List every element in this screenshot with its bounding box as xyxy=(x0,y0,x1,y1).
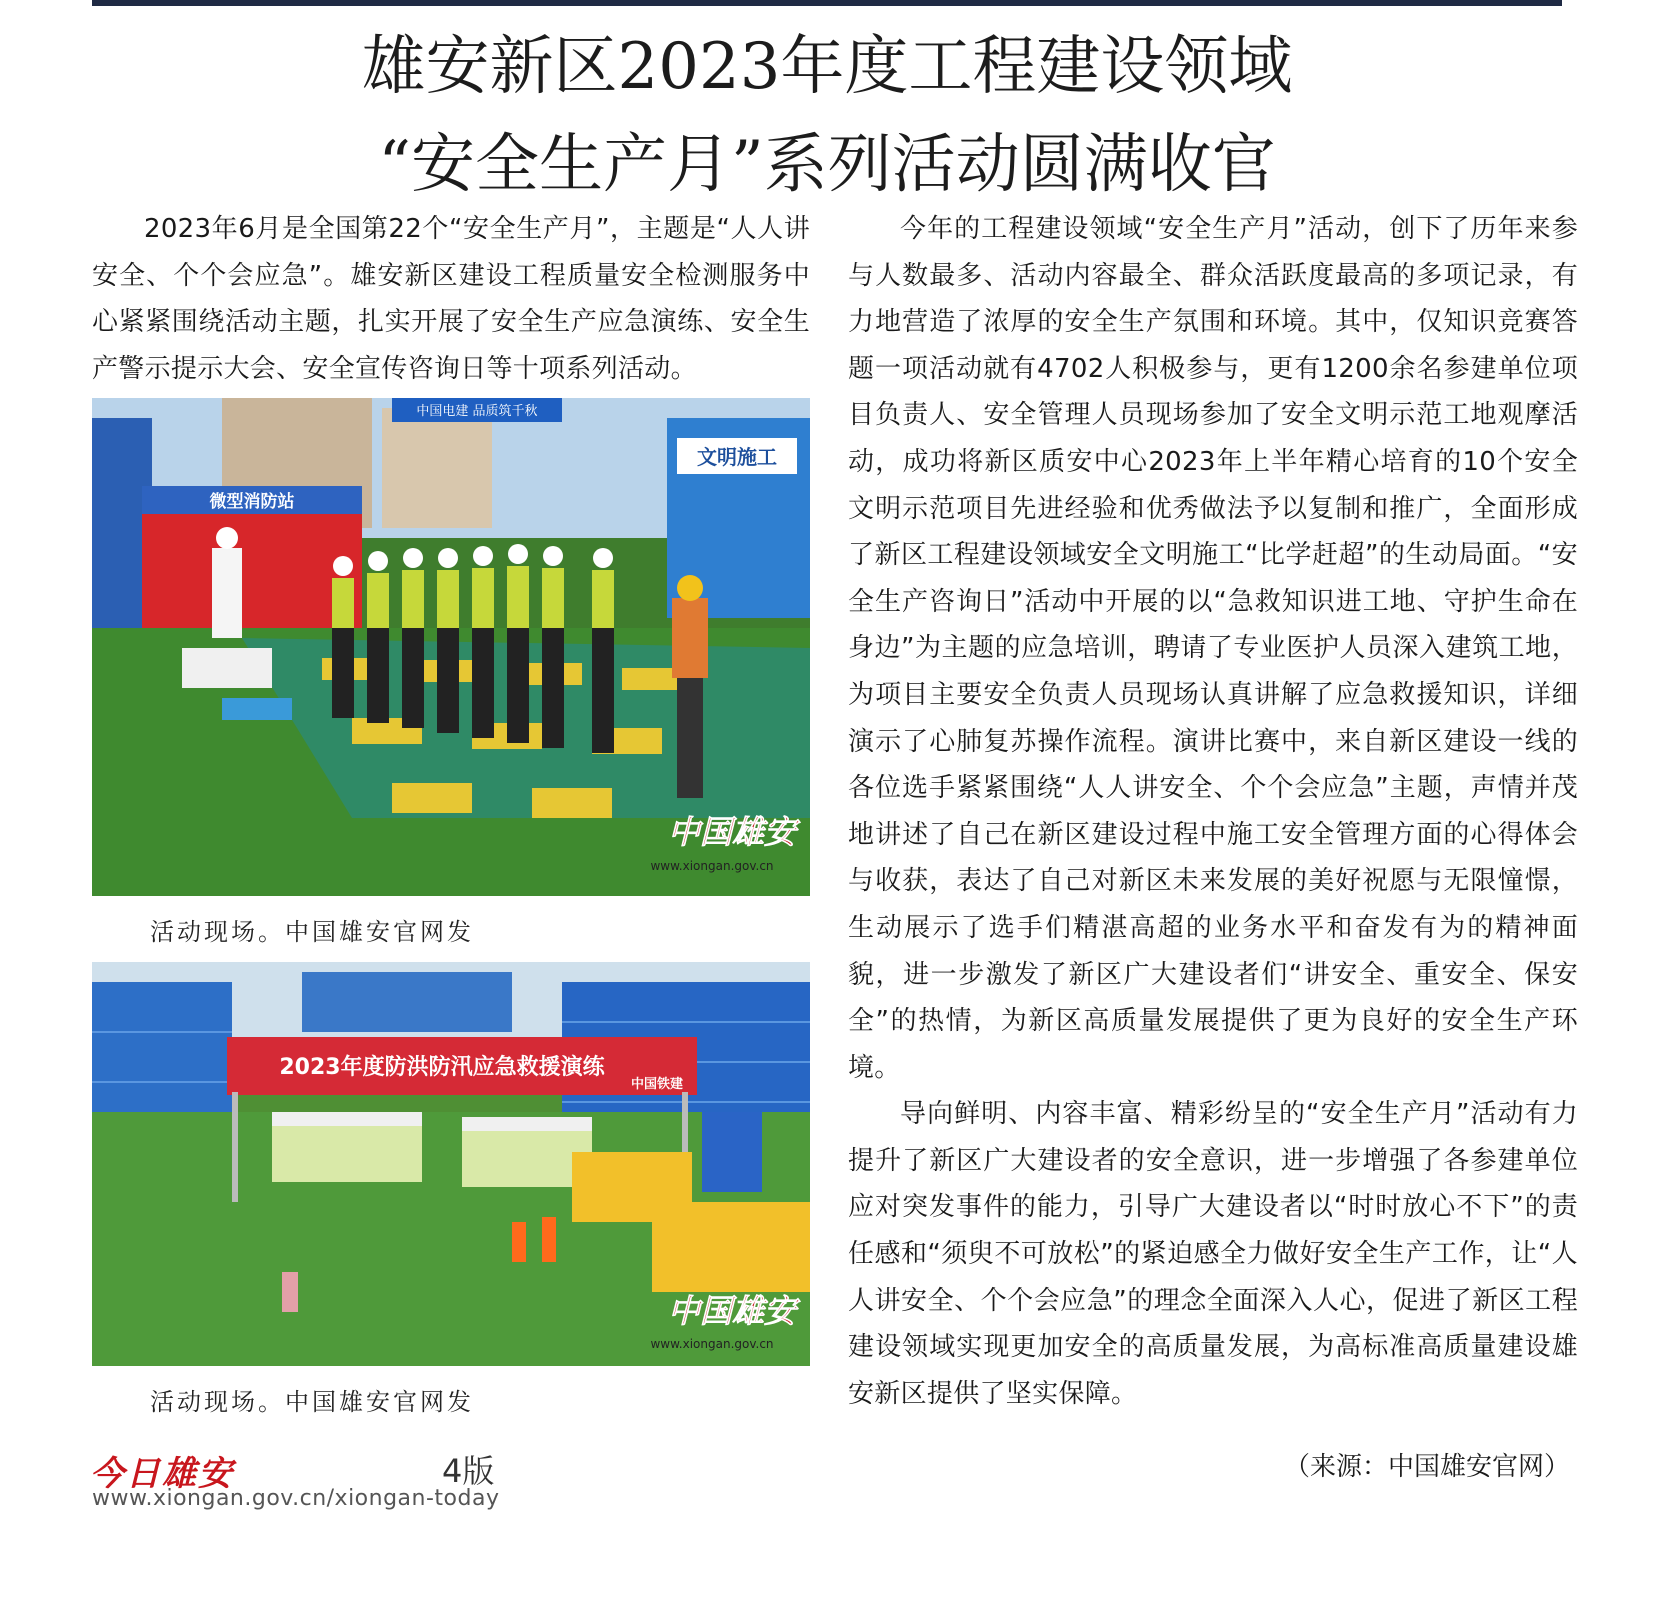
photo-activity-site-1 xyxy=(92,398,810,896)
photo2-banner-logo: 中国铁建 xyxy=(630,1077,684,1092)
photo1-caption: 活动现场。中国雄安官网发 xyxy=(150,918,474,946)
page-number: 4版 xyxy=(442,1452,495,1490)
headline-line-2: “安全生产月”系列活动圆满收官 xyxy=(378,128,1276,202)
body-paragraph-1: 今年的工程建设领域“安全生产月”活动，创下了历年来参与人数最多、活动内容最全、群众活跃度最高的多项记录，有力地营造了浓厚的安全生产氛围和环境。其中，仅知识竞赛答题一项活动就有4702人积极参与，更有1200余名参建单位项目负责人、安全管理人员现场参加了安全文明示范工地观摩活动，成功将新区质安中心2023年上半年精心培育的10个安全文明示范项目先进经验和优秀做法予以复制和推广，全面形成了新区工程建设领域安全文明施工“比学赶超”的生动局面。“安全生产咨询日”活动中开展的以“急救知识进工地、守护生命在身边”为主题的应急培训，聘请了专业医护人员深入建筑工地，为项目主要安全负责人员现场认真讲解了应急救援知识，详细演示了心肺复苏操作流程。演讲比赛中，来自新区建设一线的各位选手紧紧围绕“人人讲安全、个个会应急”主题，声情并茂地讲述了自己在新区建设过程中施工安全管理方面的心得体会与收获，表达了自己对新区未来发展的美好祝愿与无限憧憬，生动展示了选手们精湛高超的业务水平和奋发有为的精神面貌，进一步激发了新区广大建设者们“讲安全、重安全、保安全”的热情，为新区高质量发展提供了更为良好的安全生产环境。 xyxy=(848,214,1578,1083)
photo1-watermark: 中国雄安 xyxy=(667,813,797,851)
photo1-illustration xyxy=(92,398,810,896)
photo1-top-banner: 中国电建 品质筑千秋 xyxy=(416,404,538,419)
right-column xyxy=(848,206,1578,1417)
top-rule xyxy=(92,0,1562,6)
headline-line-1: 雄安新区2023年度工程建设领域 xyxy=(361,30,1293,104)
article-headline xyxy=(0,18,1654,214)
photo2-illustration xyxy=(92,962,810,1366)
photo2-banner-text: 2023年度防洪防汛应急救援演练 xyxy=(279,1055,605,1080)
masthead-logo: 今日雄安 xyxy=(90,1454,234,1494)
left-column xyxy=(92,206,810,392)
body-paragraph-2: 导向鲜明、内容丰富、精彩纷呈的“安全生产月”活动有力提升了新区广大建设者的安全意识，进一步增强了各参建单位应对突发事件的能力，引导广大建设者以“时时放心不下”的责任感和“须臾不可放松”的紧迫感全力做好安全生产工作，让“人人讲安全、个个会应急”的理念全面深入人心，促进了新区工程建设领域实现更加安全的高质量发展，为高标准高质量建设雄安新区提供了坚实保障。 xyxy=(848,1099,1578,1409)
source-credit: （来源：中国雄安官网） xyxy=(1283,1452,1570,1482)
intro-paragraph: 2023年6月是全国第22个“安全生产月”，主题是“人人讲安全、个个会应急”。雄安新区建设工程质量安全检测服务中心紧紧围绕活动主题，扎实开展了安全生产应急演练、安全生产警示提示大会、安全宣传咨询日等十项系列活动。 xyxy=(92,214,810,384)
photo1-watermark-url: www.xiongan.gov.cn xyxy=(650,859,774,873)
photo-activity-site-2 xyxy=(92,962,810,1366)
photo2-watermark: 中国雄安 xyxy=(667,1292,797,1330)
photo1-station-sign: 微型消防站 xyxy=(209,492,295,512)
footer-url[interactable]: www.xiongan.gov.cn/xiongan-today xyxy=(92,1486,500,1511)
photo2-caption: 活动现场。中国雄安官网发 xyxy=(150,1388,474,1416)
photo1-board-sign: 文明施工 xyxy=(697,445,777,469)
photo2-watermark-url: www.xiongan.gov.cn xyxy=(650,1337,774,1351)
